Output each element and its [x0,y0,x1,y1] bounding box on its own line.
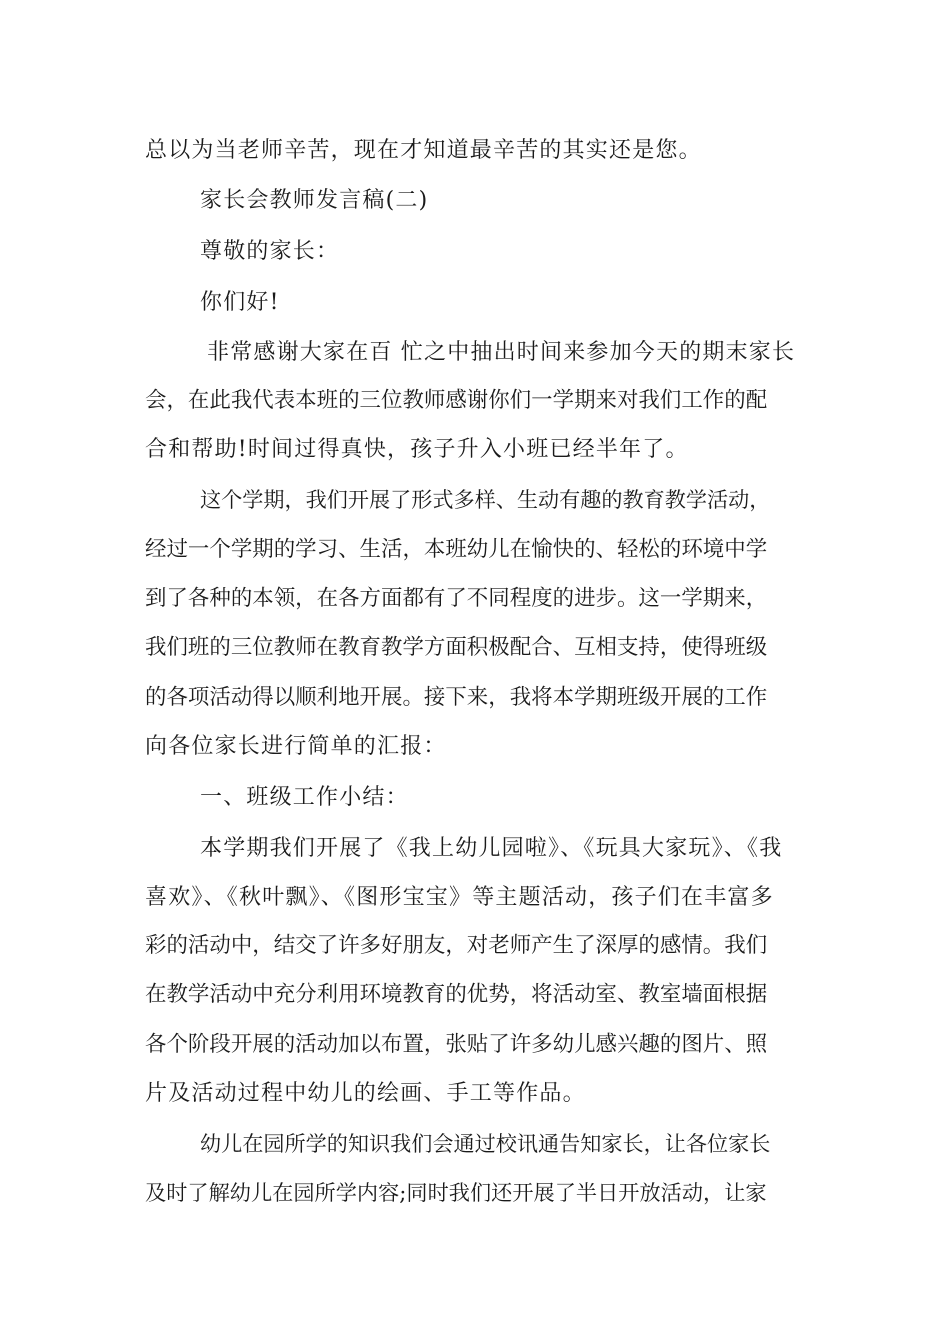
paragraph-line: 本学期我们开展了《我上幼儿园啦》、《玩具大家玩》、《我 [200,836,783,861]
paragraph-line: 幼儿在园所学的知识我们会通过校讯通告知家长，让各位家长 [200,1131,771,1156]
paragraph-line: 这个学期，我们开展了形式多样、生动有趣的教育教学活动， [200,487,771,512]
paragraph-line: 合和帮助!时间过得真快，孩子升入小班已经半年了。 [145,437,689,462]
paragraph-line: 的各项活动得以顺利地开展。接下来，我将本学期班级开展的工作 [145,685,768,710]
greeting: 你们好! [200,290,280,315]
salutation: 尊敬的家长： [200,239,340,264]
paragraph-line: 经过一个学期的学习、生活，本班幼儿在愉快的、轻松的环境中学 [145,537,768,562]
paragraph-line: 喜欢》、《秋叶飘》、《图形宝宝》等主题活动，孩子们在丰富多 [145,885,774,910]
paragraph-line: 彩的活动中，结交了许多好朋友，对老师产生了深厚的感情。我们 [145,933,768,958]
paragraph-line: 各个阶段开展的活动加以布置，张贴了许多幼儿感兴趣的图片、照 [145,1032,768,1057]
paragraph-line: 在教学活动中充分利用环境教育的优势，将活动室、教室墙面根据 [145,982,768,1007]
paragraph-line: 及时了解幼儿在园所学内容;同时我们还开展了半日开放活动，让家 [145,1180,767,1205]
paragraph-line: 向各位家长进行简单的汇报： [145,734,447,759]
paragraph-line: 片及活动过程中幼儿的绘画、手工等作品。 [145,1081,586,1106]
section-heading: 一、班级工作小结： [200,785,409,810]
paragraph-line: 会，在此我代表本班的三位教师感谢你们一学期来对我们工作的配 [145,388,768,413]
paragraph-line: 我们班的三位教师在教育教学方面积极配合、互相支持，使得班级 [145,635,768,660]
paragraph-line: 到了各种的本领，在各方面都有了不同程度的进步。这一学期来， [145,586,768,611]
paragraph-line: 非常感谢大家在百 忙之中抽出时间来参加今天的期末家长 [207,340,796,365]
section-title: 家长会教师发言稿(二) [200,188,429,213]
paragraph-line: 总以为当老师辛苦，现在才知道最辛苦的其实还是您。 [145,138,702,163]
